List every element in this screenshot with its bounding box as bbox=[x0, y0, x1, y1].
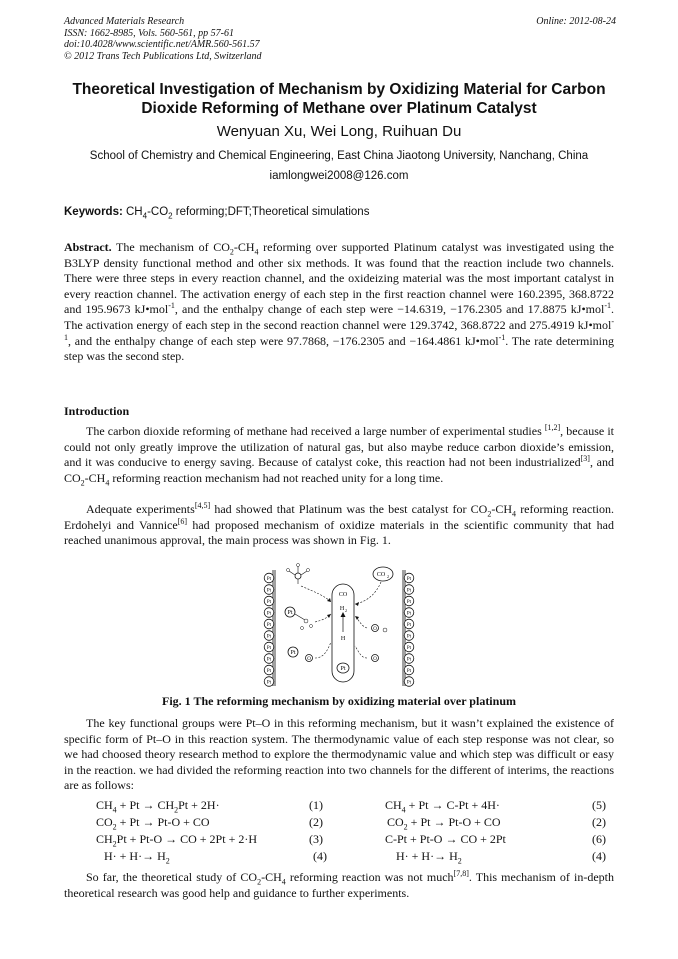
left-pt-label: Pt bbox=[266, 623, 272, 628]
eq-part: + Pt → Pt-O + CO bbox=[407, 815, 501, 829]
title-line-1: Theoretical Investigation of Mechanism by Oxidizing Material for Carbon bbox=[72, 81, 606, 98]
right-o-species bbox=[372, 625, 388, 663]
eq-part: + Pt → Pt-O + CO bbox=[116, 815, 210, 829]
intro-paragraph-1 bbox=[64, 424, 614, 486]
journal-name: Advanced Materials Research bbox=[64, 16, 185, 27]
co2-molecule bbox=[373, 567, 393, 581]
equation-number: (2) bbox=[309, 815, 323, 829]
right-pt-label: Pt bbox=[406, 657, 412, 663]
equation-number: (1) bbox=[309, 798, 323, 812]
intro-p1a: The carbon dioxide reforming of methane had received a large number of experimental studies bbox=[86, 424, 545, 438]
intro-p2d: reforming reaction. Erdohelyi and Vannice bbox=[64, 502, 615, 532]
eq-part: 2 bbox=[403, 822, 408, 832]
p4c: reforming reaction was not much bbox=[285, 870, 454, 884]
eq-part: 4 bbox=[401, 805, 406, 815]
kw-sub-b: 2 bbox=[168, 211, 173, 221]
email: iamlongwei2008@126.com bbox=[269, 170, 409, 182]
eq-part: CH bbox=[385, 798, 402, 812]
p1-sub-4: 4 bbox=[105, 478, 110, 488]
equation-right-1 bbox=[385, 798, 500, 813]
equation-left-1 bbox=[96, 798, 220, 813]
eq-part: CO bbox=[387, 815, 404, 829]
doi-line: doi:10.4028/www.scientific.net/AMR.560-561.57 bbox=[64, 39, 260, 50]
kw-text-a: CH bbox=[122, 206, 143, 218]
eq-part: C-Pt + Pt-O → CO + 2Pt bbox=[385, 832, 506, 846]
p4d: . This mechanism of in-depth theoretical research was good help and guidance to further experiments. bbox=[64, 870, 615, 900]
eq-part: Pt + Pt-O → CO + 2Pt + 2·H bbox=[116, 832, 257, 846]
equation-right-3 bbox=[385, 832, 506, 847]
left-pt-label: Pt bbox=[287, 610, 293, 616]
abs-sup-1: -1 bbox=[168, 301, 175, 311]
intro-p1e: reforming reaction mechanism had not reached unity for a long time. bbox=[109, 470, 444, 485]
right-pt-label: Pt bbox=[406, 634, 412, 640]
left-pt-o-pt-label: Pt bbox=[290, 650, 296, 656]
abs-t4: , and the enthalpy change of each step were −14.6319, −176.2305 and 17.8875 kJ•mol bbox=[174, 302, 605, 317]
right-pt-label: Pt bbox=[406, 588, 412, 594]
ref-3: [3] bbox=[580, 454, 590, 464]
intro-heading: Introduction bbox=[64, 404, 130, 418]
kw-sub-a: 4 bbox=[142, 211, 148, 221]
equation-number: (2) bbox=[592, 815, 606, 829]
title-line-2: Dioxide Reforming of Methane over Platinum Catalyst bbox=[141, 100, 537, 117]
left-pt-o-species bbox=[288, 647, 313, 662]
right-pt-label: Pt bbox=[406, 680, 412, 686]
eq-part: Pt + 2H· bbox=[178, 798, 220, 812]
intro-p2a: Adequate experiments bbox=[86, 502, 195, 516]
keywords bbox=[64, 206, 616, 221]
abstract-label: Abstract. bbox=[64, 240, 112, 254]
h-label: H bbox=[340, 636, 346, 642]
online-date: Online: 2012-08-24 bbox=[536, 16, 616, 27]
left-pt-label: Pt bbox=[266, 680, 272, 686]
intro-p2c: -CH bbox=[491, 502, 512, 516]
ref-6: [6] bbox=[177, 516, 188, 526]
right-pt-label: Pt bbox=[406, 611, 412, 617]
eq-part: 2 bbox=[165, 856, 170, 866]
copyright-line: © 2012 Trans Tech Publications Ltd, Switzerland bbox=[64, 50, 262, 62]
paper-title bbox=[50, 80, 628, 118]
co-label: CO bbox=[338, 592, 348, 598]
eq-part: 2 bbox=[457, 856, 462, 866]
equation-right-4 bbox=[396, 849, 462, 864]
eq-part: H· + H·→ H bbox=[396, 849, 458, 863]
ref-7-8: [7,8] bbox=[453, 869, 469, 878]
center-pt-label: Pt bbox=[340, 666, 346, 672]
abs-t6: , and the enthalpy change of each step were 97.7868, −176.2305 and −164.4861 kJ•mol bbox=[68, 333, 499, 348]
authors: Wenyuan Xu, Wei Long, Ruihuan Du bbox=[216, 123, 462, 140]
left-pt-adsorbate bbox=[285, 607, 313, 630]
central-capsule bbox=[332, 584, 354, 682]
equation-left-4 bbox=[104, 849, 170, 864]
figure-caption: Fig. 1 The reforming mechanism by oxidizing material over platinum bbox=[162, 694, 516, 708]
equation-left-3 bbox=[96, 832, 257, 847]
intro-p2e: had proposed mechanism of oxidize materials in the scientific community that had reached unanimous approval, the main process was shown in Fig. 1. bbox=[64, 517, 614, 548]
equation-number: (3) bbox=[309, 832, 323, 846]
abs-t1: The mechanism of CO bbox=[111, 240, 230, 254]
equation-number: (5) bbox=[592, 798, 606, 812]
left-pt-label: Pt bbox=[266, 669, 272, 674]
equation-right-2 bbox=[387, 815, 501, 830]
left-pt-label: Pt bbox=[266, 600, 272, 605]
right-pt-label: Pt bbox=[406, 577, 412, 582]
eq-part: 2 bbox=[112, 839, 117, 849]
eq-part: 4 bbox=[112, 805, 117, 815]
eq-part: + Pt → CH bbox=[116, 798, 175, 812]
abs-t5: . The activation energy of each step in the second reaction channel were 129.3742, 368.8722 and 275.4919 kJ•mol bbox=[64, 302, 614, 332]
intro-p1d: -CH bbox=[84, 470, 106, 485]
eq-part: + Pt → C-Pt + 4H· bbox=[405, 798, 500, 812]
right-pt-label: Pt bbox=[406, 646, 412, 651]
left-pt-label: Pt bbox=[266, 611, 272, 617]
left-pt-label: Pt bbox=[266, 577, 272, 582]
co2-subscript: 2 bbox=[387, 574, 389, 579]
left-pt-label: Pt bbox=[266, 646, 272, 651]
mechanism-figure bbox=[255, 562, 423, 690]
affiliation: School of Chemistry and Chemical Engineering, East China Jiaotong University, Nanchang, China bbox=[89, 150, 589, 162]
h2-label: H bbox=[339, 606, 345, 612]
equation-left-2 bbox=[96, 815, 210, 830]
p4-sub-2: 2 bbox=[257, 877, 262, 887]
p4a: So far, the theoretical study of CO bbox=[86, 870, 258, 884]
abs-sup-4: -1 bbox=[498, 332, 506, 342]
ref-4-5: [4,5] bbox=[194, 501, 211, 510]
body-paragraph-3: The key functional groups were Pt–O in this reforming mechanism, but it wasn’t explained the existence of specific form of Pt–O in this reaction system. The thermodynamic value of each step response was not clear, so we had choosed theory research method to explore the thermodynamic value and which step was difficult or easy in the reaction. we had divided the reforming reaction into two channels for the different of interims, the reactions are as follows: bbox=[64, 716, 614, 793]
right-pt-label: Pt bbox=[406, 669, 412, 674]
p4b: -CH bbox=[261, 870, 282, 884]
eq-part: CH bbox=[96, 832, 113, 846]
equation-number: (4) bbox=[313, 849, 327, 863]
abs-sub-2: 2 bbox=[229, 247, 234, 257]
eq-part: 2 bbox=[112, 822, 117, 832]
body-paragraph-4 bbox=[64, 870, 614, 901]
abs-t7: . The rate determining step was the second step. bbox=[64, 333, 615, 364]
methane-molecule-icon bbox=[287, 564, 310, 585]
intro-p1b: , because it could not only greatly improve the utilization of natural gas, but also maybe reduce carbon dioxide’s emission, and it was conducive to energy saving. Because of catalyst coke, this reaction had not been industrialized bbox=[64, 424, 614, 470]
equation-number: (6) bbox=[592, 832, 606, 846]
left-pt-label: Pt bbox=[266, 588, 272, 594]
eq-part: CH bbox=[96, 798, 113, 812]
intro-p1c: , and CO bbox=[64, 455, 615, 485]
right-o-label-1: O bbox=[373, 627, 377, 632]
eq-part: 2 bbox=[174, 805, 179, 815]
abs-sub-4: 4 bbox=[254, 247, 259, 257]
abstract bbox=[64, 240, 614, 365]
p4-sub-4: 4 bbox=[281, 877, 286, 887]
right-pt-label: Pt bbox=[406, 623, 412, 628]
abs-sup-2: -1 bbox=[604, 301, 611, 311]
right-pt-label: Pt bbox=[406, 600, 412, 605]
abs-t2: -CH bbox=[233, 240, 255, 254]
h2-subscript: 2 bbox=[345, 608, 347, 613]
abs-t3: reforming over supported Platinum catalyst was investigated using the B3LYP density functional method and other six methods. It was found that the reaction include two channels. There were three steps in every reaction channel, and the oxideizing material was the most important catalyst in every reaction channel. The activation energy of each step in the first reaction channel were 160.2395, 368.8722 and 195.9673 kJ•mol bbox=[64, 240, 614, 317]
ref-1-2: [1,2] bbox=[544, 423, 561, 432]
kw-text-b: -CO bbox=[147, 206, 169, 218]
equation-number: (4) bbox=[592, 849, 606, 863]
p2-sub-2: 2 bbox=[487, 509, 492, 519]
intro-paragraph-2 bbox=[64, 502, 614, 549]
left-pt-label: Pt bbox=[266, 657, 272, 663]
intro-p2b: had showed that Platinum was the best catalyst for CO bbox=[210, 502, 488, 516]
journal-metadata bbox=[64, 16, 616, 62]
eq-part: H· + H·→ H bbox=[104, 849, 166, 863]
left-pt-label: Pt bbox=[266, 634, 272, 640]
p2-sub-4: 4 bbox=[512, 509, 516, 519]
left-o-label: O bbox=[307, 657, 311, 662]
co2-label: CO bbox=[376, 572, 386, 578]
right-o-label-2: O bbox=[373, 657, 377, 662]
p1-sub-2: 2 bbox=[80, 478, 85, 488]
issn-line: ISSN: 1662-8985, Vols. 560-561, pp 57-61 bbox=[64, 27, 234, 39]
abs-sup-3: -1 bbox=[64, 316, 614, 342]
eq-part: CO bbox=[96, 815, 113, 829]
keywords-label: Keywords: bbox=[64, 206, 123, 218]
kw-text-c: reforming;DFT;Theoretical simulations bbox=[172, 206, 370, 218]
